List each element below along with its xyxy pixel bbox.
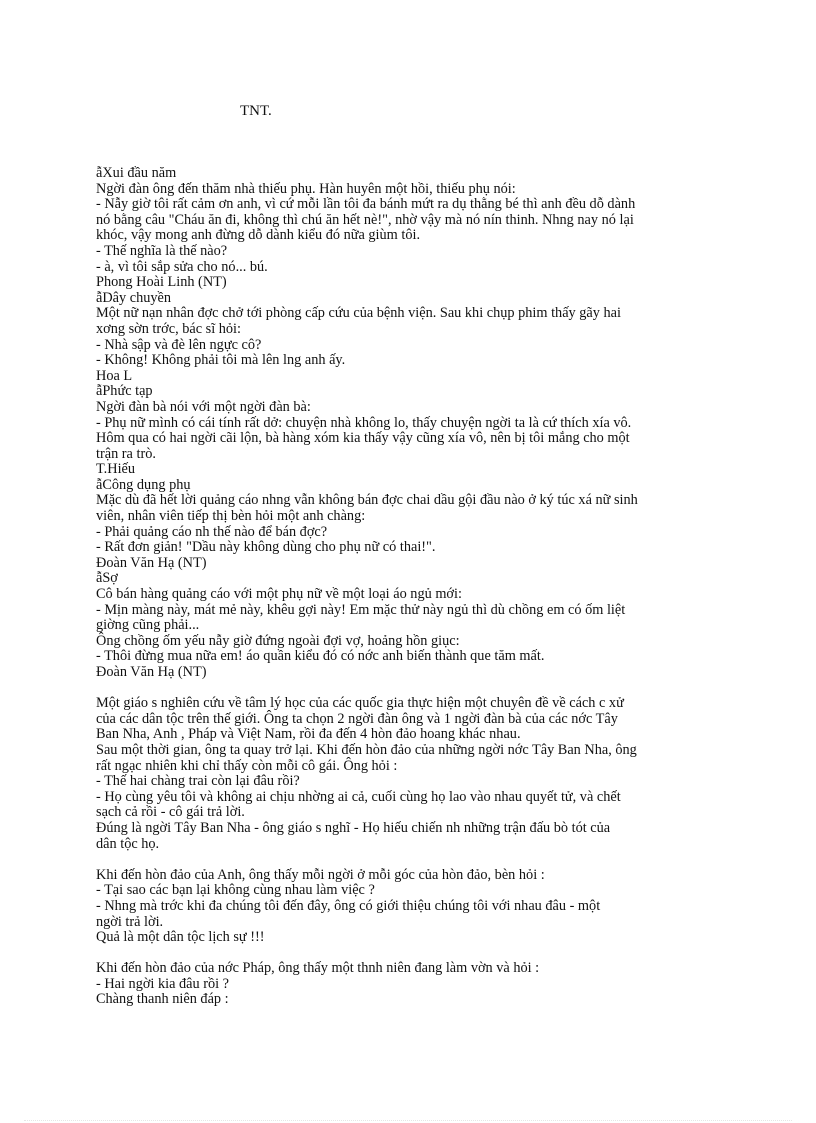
text-line: Đúng là ngời Tây Ban Nha - ông giáo s nghĩ - Họ hiếu chiến nh những trận đấu bò tót của — [96, 819, 611, 836]
text-line: - Mịn màng này, mát mẻ này, khêu gợi này! Em mặc thử này ngủ thì dù chồng em có ốm liệt — [96, 601, 626, 618]
blank-line — [96, 681, 736, 697]
text-line: Hôm qua có hai ngời cãi lộn, bà hàng xóm kia thấy vậy cũng xía vô, nên bị tôi mắng cho một — [96, 430, 630, 447]
text-line: - Thế nghĩa là thế nào? — [96, 242, 228, 259]
blank-line — [96, 852, 736, 868]
text-line: rất ngạc nhiên khi chỉ thấy còn mỗi cô gái. Ông hỏi : — [96, 757, 398, 774]
text-line: trận ra trò. — [96, 445, 156, 462]
text-line: Đoàn Văn Hạ (NT) — [96, 664, 207, 680]
text-line: - Thôi đừng mua nữa em! áo quần kiểu đó có nớc anh biến thành que tăm mất. — [96, 648, 545, 665]
text-line: Khi đến hòn đảo của nớc Pháp, ông thấy một thnh niên đang làm vờn và hỏi : — [96, 960, 540, 977]
text-line: Một nữ nạn nhân đợc chở tới phòng cấp cứu của bệnh viện. Sau khi chụp phim thấy gãy hai — [96, 305, 621, 322]
text-line: giờng cũng phải... — [96, 617, 200, 634]
text-line: khóc, vậy mong anh đừng dỗ dành kiểu đó nữa giùm tôi. — [96, 227, 421, 244]
text-line: Mặc dù đã hết lời quảng cáo nhng vẫn không bán đợc chai dầu gội đầu nào ở ký túc xá nữ sinh — [96, 492, 638, 509]
text-line: Ông chồng ốm yếu nẫy giờ đứng ngoài đợi vợ, hoảng hồn giục: — [96, 632, 460, 649]
text-line: - à, vì tôi sắp sửa cho nó... bú. — [96, 258, 268, 275]
text-line: Khi đến hòn đảo của Anh, ông thấy mỗi ngời ở mỗi góc của hòn đảo, bèn hỏi : — [96, 866, 545, 883]
text-line: xơng sờn trớc, bác sĩ hỏi: — [96, 320, 241, 337]
text-line: - Rất đơn giản! "Dầu này không dùng cho phụ nữ có thai!". — [96, 539, 436, 556]
text-line: ẫXui đầu năm — [96, 165, 177, 181]
text-line: - Tại sao các bạn lại không cùng nhau làm việc ? — [96, 882, 375, 899]
text-line: Quả là một dân tộc lịch sự !!! — [96, 929, 265, 946]
text-line: - Hai ngời kia đâu rồi ? — [96, 975, 230, 992]
text-line: ẫPhức tạp — [96, 383, 153, 400]
text-line: Đoàn Văn Hạ (NT) — [96, 554, 207, 571]
text-line: Một giáo s nghiên cứu về tâm lý học của các quốc gia thực hiện một chuyên đề về cách c xử — [96, 695, 624, 712]
text-line: - Nhng mà trớc khi đa chúng tôi đến đây, ông có giới thiệu chúng tôi với nhau đâu - một — [96, 897, 601, 914]
text-line: viên, nhân viên tiếp thị bèn hỏi một anh chàng: — [96, 508, 366, 525]
text-line: - Nhà sập và đè lên ngực cô? — [96, 336, 262, 353]
text-line: Cô bán hàng quảng cáo với một phụ nữ về một loại áo ngủ mới: — [96, 586, 462, 603]
text-line: - Không! Không phải tôi mà lên lng anh ấy. — [96, 352, 346, 369]
text-line: ẫSợ — [96, 570, 118, 587]
page-bottom-rule — [24, 1120, 792, 1121]
text-line: - Thế hai chàng trai còn lại đâu rồi? — [96, 773, 300, 790]
text-line: ẫCông dụng phụ — [96, 476, 191, 493]
text-line: Hoa L — [96, 367, 133, 384]
document-body — [96, 166, 736, 1008]
text-line: - Phải quảng cáo nh thế nào để bán đợc? — [96, 523, 328, 540]
text-line: T.Hiếu — [96, 461, 136, 478]
text-line: - Nẫy giờ tôi rất cảm ơn anh, vì cứ mỗi lần tôi đa bánh mứt ra dụ thằng bé thì anh đều dỗ dành — [96, 196, 636, 213]
text-line: Ngời đàn ông đến thăm nhà thiếu phụ. Hàn huyên một hồi, thiếu phụ nói: — [96, 180, 516, 197]
text-line: của các dân tộc trên thế giới. Ông ta chọn 2 ngời đàn ông và 1 ngời đàn bà của các nớc Tây — [96, 710, 618, 727]
text-line: Chàng thanh niên đáp : — [96, 991, 229, 1008]
text-line: Phong Hoài Linh (NT) — [96, 274, 227, 291]
text-line: Sau một thời gian, ông ta quay trở lại. Khi đến hòn đảo của những ngời nớc Tây Ban Nha, ông — [96, 741, 637, 758]
text-line: - Phụ nữ mình có cái tính rất dở: chuyện nhà không lo, thấy chuyện ngời ta là cứ thích xía vô. — [96, 414, 632, 431]
text-line: - Họ cùng yêu tôi và không ai chịu nhờng ai cả, cuối cùng họ lao vào nhau quyết tử, và chết — [96, 788, 621, 805]
page-header: TNT. — [240, 103, 272, 119]
text-line: Ngời đàn bà nói với một ngời đàn bà: — [96, 398, 311, 415]
blank-line — [96, 946, 736, 962]
text-line: dân tộc họ. — [96, 835, 160, 852]
text-line: ngời trả lời. — [96, 913, 164, 930]
text-line: Ban Nha, Anh , Pháp và Việt Nam, rồi đa đến 4 hòn đảo hoang khác nhau. — [96, 726, 521, 743]
text-line: sạch cả rồi - cô gái trả lời. — [96, 804, 245, 821]
text-line: ẫDây chuyền — [96, 289, 172, 306]
text-line: nó bằng câu "Cháu ăn đi, không thì chú ăn hết nè!", nhờ vậy mà nó nín thinh. Nhng nay nó lại — [96, 211, 634, 228]
